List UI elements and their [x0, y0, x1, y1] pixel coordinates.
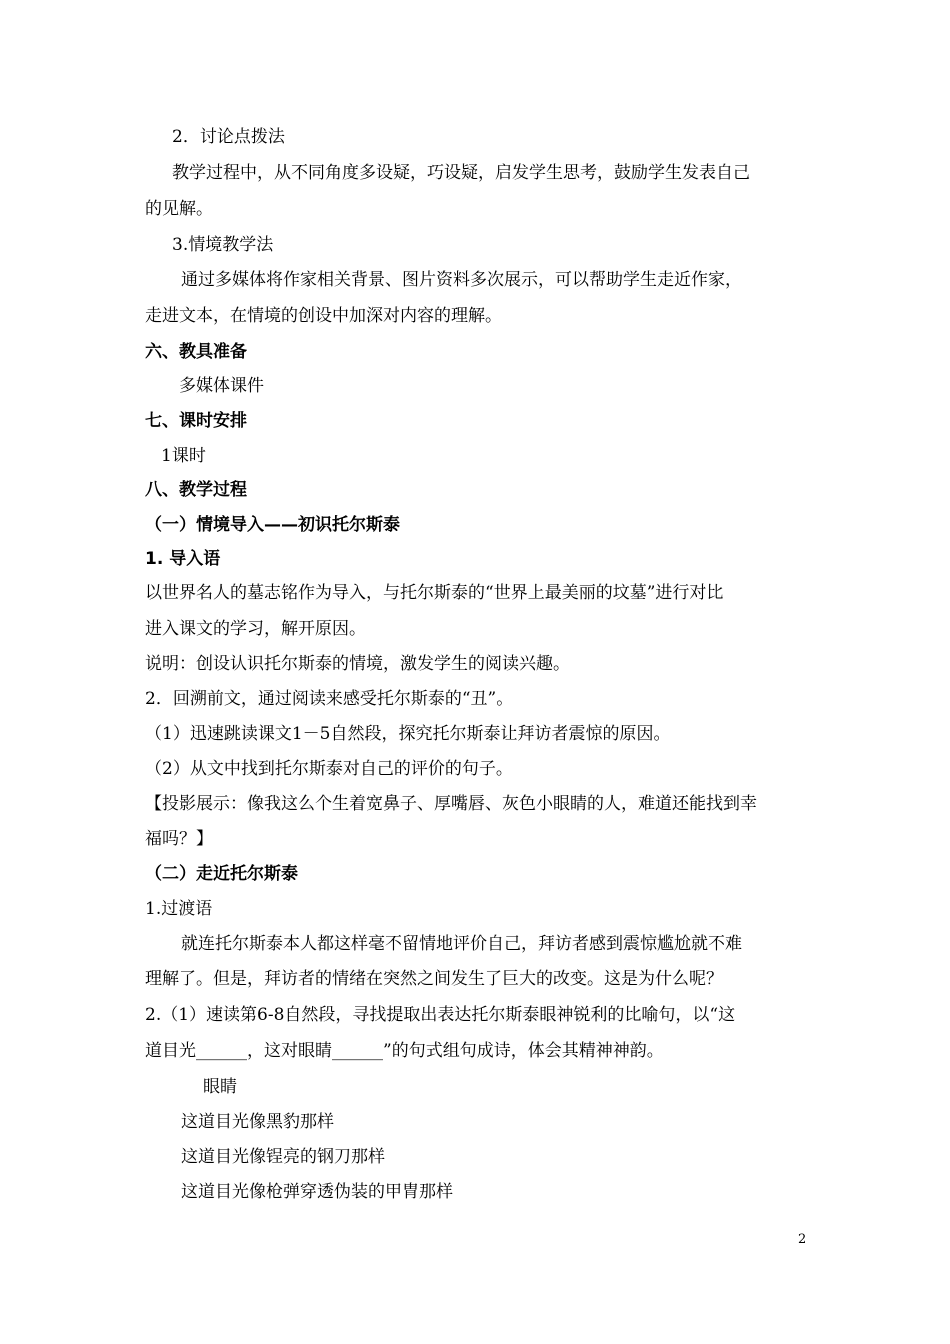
transition-heading: 1.过渡语	[145, 899, 213, 919]
intro-text-line-2: 进入课文的学习，解开原因。	[145, 619, 366, 639]
section-8-heading: 八、教学过程	[145, 480, 247, 500]
poem-line-2: 这道目光像锃亮的钢刀那样	[181, 1147, 385, 1167]
section-6-heading: 六、教具准备	[145, 342, 247, 362]
method-2-text-line-2: 的见解。	[145, 199, 213, 219]
transition-text-line-2: 理解了。但是，拜访者的情绪在突然之间发生了巨大的改变。这是为什么呢？	[145, 969, 723, 989]
task-2-line-2: 道目光______，这对眼睛______”的句式组句成诗，体会其精神神韵。	[145, 1041, 664, 1061]
page-number: 2	[798, 1232, 807, 1247]
poem-line-3: 这道目光像枪弹穿透伪装的甲胄那样	[181, 1182, 453, 1202]
method-3-heading: 3.情境教学法	[172, 235, 274, 255]
poem-title: 眼睛	[203, 1077, 237, 1097]
transition-text-line-1: 就连托尔斯泰本人都这样毫不留情地评价自己，拜访者感到震惊尴尬就不难	[181, 934, 742, 954]
section-7-text: 1课时	[161, 446, 206, 466]
subsection-1-heading: （一）情境导入——初识托尔斯泰	[145, 515, 400, 535]
intro-heading: 1. 导入语	[145, 549, 221, 569]
method-2-heading: 2．讨论点拨法	[172, 127, 285, 147]
intro-note: 说明：创设认识托尔斯泰的情境，激发学生的阅读兴趣。	[145, 654, 570, 674]
section-6-text: 多媒体课件	[179, 376, 264, 396]
subsection-2-heading: （二）走近托尔斯泰	[145, 864, 298, 884]
review-task-2: （2）从文中找到托尔斯泰对自己的评价的句子。	[145, 759, 513, 779]
review-task-1: （1）迅速跳读课文1－5自然段，探究托尔斯泰让拜访者震惊的原因。	[145, 724, 671, 744]
method-3-text-line-2: 走进文本，在情境的创设中加深对内容的理解。	[145, 306, 502, 326]
review-heading: 2．回溯前文，通过阅读来感受托尔斯泰的“丑”。	[145, 689, 514, 709]
method-3-text-line-1: 通过多媒体将作家相关背景、图片资料多次展示，可以帮助学生走近作家，	[181, 270, 742, 290]
projection-line-2: 福吗？】	[145, 829, 213, 849]
method-2-text-line-1: 教学过程中，从不同角度多设疑，巧设疑，启发学生思考，鼓励学生发表自己	[172, 163, 750, 183]
section-7-heading: 七、课时安排	[145, 411, 247, 431]
intro-text-line-1: 以世界名人的墓志铭作为导入，与托尔斯泰的“世界上最美丽的坟墓”进行对比	[145, 583, 724, 603]
projection-line-1: 【投影展示：像我这么个生着宽鼻子、厚嘴唇、灰色小眼睛的人，难道还能找到幸	[145, 794, 757, 814]
task-2-line-1: 2.（1）速读第6-8自然段，寻找提取出表达托尔斯泰眼神锐利的比喻句，以“这	[145, 1005, 736, 1025]
poem-line-1: 这道目光像黑豹那样	[181, 1112, 334, 1132]
